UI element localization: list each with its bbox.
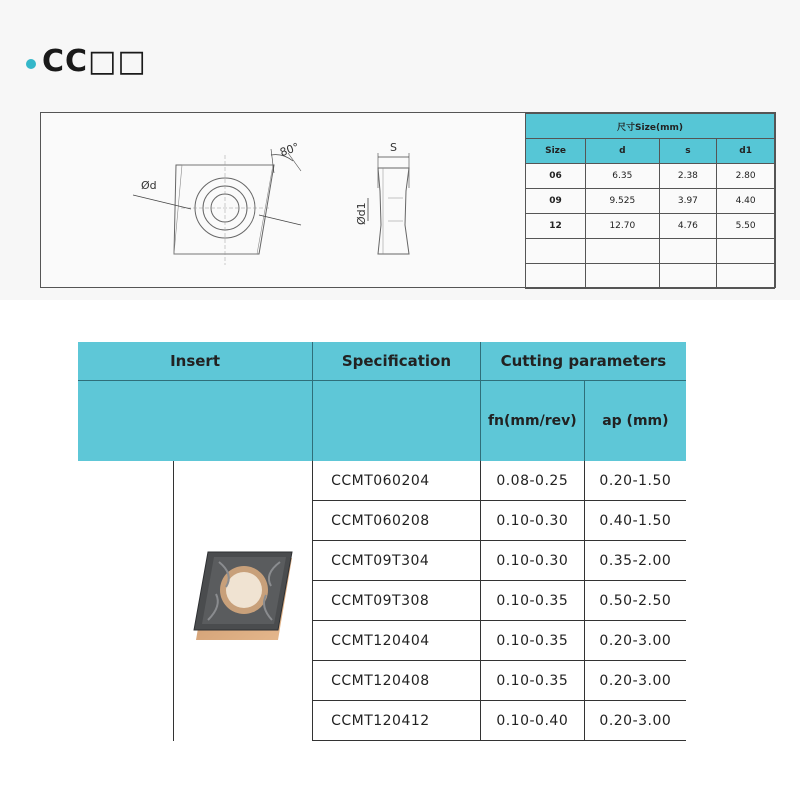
size-cell: 4.76 bbox=[659, 214, 717, 239]
size-col-header: d1 bbox=[717, 139, 775, 164]
spec-cell: CCMT120404 bbox=[313, 621, 481, 661]
size-cell bbox=[526, 239, 586, 264]
spec-cell: CCMT120408 bbox=[313, 661, 481, 701]
size-col-header: Size bbox=[526, 139, 586, 164]
size-row bbox=[526, 214, 775, 239]
size-cell: 2.80 bbox=[717, 164, 775, 189]
specification-header-blank bbox=[313, 381, 481, 462]
ap-cell: 0.20-3.00 bbox=[584, 621, 686, 661]
size-cell: 2.38 bbox=[659, 164, 717, 189]
fn-cell: 0.10-0.35 bbox=[480, 621, 584, 661]
spec-cell: CCMT09T308 bbox=[313, 581, 481, 621]
table-row bbox=[78, 461, 686, 501]
hole-diameter-label: Ød1 bbox=[355, 202, 368, 225]
cutting-parameters-header: Cutting parameters bbox=[480, 342, 686, 381]
insert-header-blank bbox=[78, 381, 313, 462]
size-col-header: s bbox=[659, 139, 717, 164]
size-row bbox=[526, 164, 775, 189]
size-cell bbox=[659, 264, 717, 289]
insert-photo bbox=[174, 462, 312, 735]
specification-header: Specification bbox=[313, 342, 481, 381]
fn-cell: 0.10-0.30 bbox=[480, 501, 584, 541]
insert-image-cell bbox=[174, 461, 313, 741]
fn-cell: 0.10-0.35 bbox=[480, 661, 584, 701]
ap-cell: 0.20-3.00 bbox=[584, 701, 686, 741]
size-row bbox=[526, 264, 775, 289]
size-cell: 09 bbox=[526, 189, 586, 214]
size-cell: 6.35 bbox=[586, 164, 659, 189]
spec-cell: CCMT09T304 bbox=[313, 541, 481, 581]
size-cell bbox=[659, 239, 717, 264]
ap-cell: 0.40-1.50 bbox=[584, 501, 686, 541]
fn-cell: 0.10-0.40 bbox=[480, 701, 584, 741]
angle-label: 80° bbox=[278, 140, 301, 160]
insert-blank-cell bbox=[78, 461, 174, 741]
ap-cell: 0.20-1.50 bbox=[584, 461, 686, 501]
size-cell bbox=[717, 264, 775, 289]
thickness-label: S bbox=[390, 141, 397, 154]
size-cell bbox=[526, 264, 586, 289]
size-row bbox=[526, 189, 775, 214]
size-row bbox=[526, 239, 775, 264]
fn-header: fn(mm/rev) bbox=[480, 381, 584, 462]
size-cell: 5.50 bbox=[717, 214, 775, 239]
insert-header: Insert bbox=[78, 342, 313, 381]
size-cell: 9.525 bbox=[586, 189, 659, 214]
size-cell: 12 bbox=[526, 214, 586, 239]
size-cell: 4.40 bbox=[717, 189, 775, 214]
spec-cell: CCMT120412 bbox=[313, 701, 481, 741]
size-table-title: 尺寸Size(mm) bbox=[526, 114, 775, 139]
size-table bbox=[525, 113, 775, 289]
size-cell bbox=[586, 264, 659, 289]
size-cell: 3.97 bbox=[659, 189, 717, 214]
size-cell: 06 bbox=[526, 164, 586, 189]
diameter-label: Ød bbox=[141, 179, 157, 192]
ap-header: ap (mm) bbox=[584, 381, 686, 462]
cutting-parameters-table bbox=[78, 342, 686, 741]
heading-text: CC□□ bbox=[42, 44, 147, 79]
spec-cell: CCMT060204 bbox=[313, 461, 481, 501]
ap-cell: 0.20-3.00 bbox=[584, 661, 686, 701]
size-cell bbox=[717, 239, 775, 264]
size-col-header: d bbox=[586, 139, 659, 164]
size-cell bbox=[586, 239, 659, 264]
fn-cell: 0.10-0.30 bbox=[480, 541, 584, 581]
size-cell: 12.70 bbox=[586, 214, 659, 239]
insert-technical-drawing bbox=[41, 113, 525, 287]
ap-cell: 0.50-2.50 bbox=[584, 581, 686, 621]
fn-cell: 0.08-0.25 bbox=[480, 461, 584, 501]
ap-cell: 0.35-2.00 bbox=[584, 541, 686, 581]
dimension-panel bbox=[40, 112, 776, 288]
bullet-dot-icon bbox=[26, 59, 36, 69]
fn-cell: 0.10-0.35 bbox=[480, 581, 584, 621]
section-heading bbox=[26, 44, 147, 79]
spec-cell: CCMT060208 bbox=[313, 501, 481, 541]
